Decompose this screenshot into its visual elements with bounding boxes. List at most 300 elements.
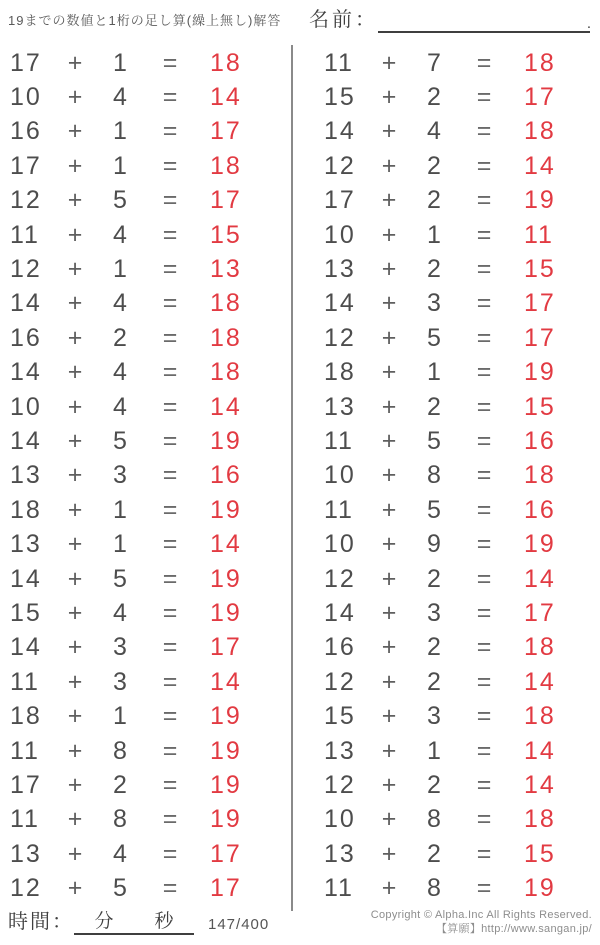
operand-b: 4: [113, 289, 129, 318]
answer-value: 17: [210, 117, 242, 146]
answer-value: 17: [210, 186, 242, 215]
equals-sign: =: [476, 323, 494, 352]
answer-value: 19: [210, 736, 242, 765]
minutes-label: 分: [94, 911, 114, 932]
answer-value: 15: [524, 392, 556, 421]
problem-row: [10, 768, 242, 802]
operand-b: 5: [427, 495, 443, 524]
operand-a: 15: [324, 83, 356, 112]
operand-b: 8: [113, 805, 129, 834]
operand-b: 8: [427, 874, 443, 903]
operand-a: 14: [10, 633, 42, 662]
problems-column-left: [10, 46, 242, 906]
equals-sign: =: [162, 151, 180, 180]
problem-row: [324, 734, 556, 768]
operand-a: 13: [324, 839, 356, 868]
answer-value: 19: [524, 874, 556, 903]
answer-value: 17: [524, 289, 556, 318]
operand-b: 4: [113, 358, 129, 387]
operand-b: 5: [427, 323, 443, 352]
answer-value: 13: [210, 255, 242, 284]
operand-b: 2: [427, 186, 443, 215]
column-divider: [291, 45, 293, 911]
answer-value: 19: [210, 564, 242, 593]
plus-sign: +: [381, 495, 399, 524]
equals-sign: =: [476, 633, 494, 662]
operand-a: 10: [324, 805, 356, 834]
operand-a: 18: [10, 495, 42, 524]
plus-sign: +: [381, 83, 399, 112]
plus-sign: +: [67, 667, 85, 696]
operand-a: 13: [324, 255, 356, 284]
time-input-line: [74, 908, 194, 935]
problem-row: [10, 115, 242, 149]
problem-row: [10, 699, 242, 733]
operand-a: 15: [10, 598, 42, 627]
plus-sign: +: [67, 289, 85, 318]
operand-a: 14: [324, 117, 356, 146]
operand-a: 11: [10, 667, 40, 696]
operand-b: 3: [113, 667, 129, 696]
operand-a: 17: [10, 151, 42, 180]
answer-value: 15: [524, 839, 556, 868]
plus-sign: +: [67, 426, 85, 455]
problem-row: [324, 46, 556, 80]
plus-sign: +: [67, 564, 85, 593]
operand-a: 10: [324, 530, 356, 559]
plus-sign: +: [67, 358, 85, 387]
operand-b: 4: [113, 220, 129, 249]
problem-row: [10, 871, 242, 905]
answer-value: 18: [524, 805, 556, 834]
operand-a: 12: [324, 151, 356, 180]
sheet-counter: 147/400: [208, 916, 270, 933]
equals-sign: =: [162, 874, 180, 903]
equals-sign: =: [162, 358, 180, 387]
plus-sign: +: [67, 633, 85, 662]
operand-b: 2: [427, 255, 443, 284]
equals-sign: =: [476, 186, 494, 215]
operand-b: 5: [113, 564, 129, 593]
equals-sign: =: [476, 426, 494, 455]
answer-value: 17: [210, 874, 242, 903]
operand-a: 13: [324, 392, 356, 421]
equals-sign: =: [476, 255, 494, 284]
time-field-block: [8, 908, 269, 935]
problem-row: [10, 46, 242, 80]
problem-row: [10, 390, 242, 424]
operand-a: 10: [10, 83, 42, 112]
operand-a: 10: [10, 392, 42, 421]
operand-b: 4: [427, 117, 443, 146]
operand-a: 12: [324, 323, 356, 352]
answer-value: 17: [524, 83, 556, 112]
equals-sign: =: [162, 186, 180, 215]
operand-b: 1: [113, 530, 129, 559]
plus-sign: +: [381, 667, 399, 696]
problem-row: [10, 459, 242, 493]
plus-sign: +: [67, 461, 85, 490]
equals-sign: =: [476, 48, 494, 77]
plus-sign: +: [381, 530, 399, 559]
problem-row: [10, 665, 242, 699]
equals-sign: =: [162, 117, 180, 146]
equals-sign: =: [162, 770, 180, 799]
operand-b: 9: [427, 530, 443, 559]
answer-value: 16: [524, 495, 556, 524]
answer-value: 18: [524, 702, 556, 731]
operand-a: 10: [324, 220, 356, 249]
answer-value: 18: [524, 48, 556, 77]
operand-a: 13: [10, 839, 42, 868]
operand-b: 1: [427, 358, 443, 387]
operand-b: 2: [427, 770, 443, 799]
plus-sign: +: [381, 461, 399, 490]
plus-sign: +: [381, 220, 399, 249]
plus-sign: +: [381, 770, 399, 799]
equals-sign: =: [476, 392, 494, 421]
operand-b: 1: [113, 151, 129, 180]
answer-value: 16: [210, 461, 242, 490]
equals-sign: =: [162, 736, 180, 765]
problem-row: [10, 356, 242, 390]
operand-b: 3: [113, 461, 129, 490]
operand-a: 14: [10, 564, 42, 593]
operand-a: 18: [324, 358, 356, 387]
equals-sign: =: [162, 564, 180, 593]
answer-value: 19: [524, 530, 556, 559]
operand-a: 13: [10, 530, 42, 559]
operand-b: 2: [427, 151, 443, 180]
operand-b: 4: [113, 83, 129, 112]
equals-sign: =: [476, 289, 494, 318]
equals-sign: =: [476, 358, 494, 387]
problem-row: [10, 596, 242, 630]
answer-value: 18: [210, 289, 242, 318]
operand-b: 3: [427, 702, 443, 731]
equals-sign: =: [476, 495, 494, 524]
problem-row: [324, 321, 556, 355]
plus-sign: +: [381, 839, 399, 868]
equals-sign: =: [162, 255, 180, 284]
operand-a: 17: [10, 48, 42, 77]
problem-row: [324, 699, 556, 733]
operand-b: 2: [113, 323, 129, 352]
operand-b: 2: [427, 564, 443, 593]
operand-a: 11: [10, 220, 40, 249]
operand-a: 14: [10, 426, 42, 455]
equals-sign: =: [162, 426, 180, 455]
operand-a: 14: [10, 289, 42, 318]
problem-row: [10, 321, 242, 355]
plus-sign: +: [381, 874, 399, 903]
equals-sign: =: [476, 839, 494, 868]
problem-row: [10, 527, 242, 561]
plus-sign: +: [67, 392, 85, 421]
plus-sign: +: [67, 83, 85, 112]
equals-sign: =: [476, 770, 494, 799]
equals-sign: =: [162, 805, 180, 834]
answer-value: 19: [210, 598, 242, 627]
equals-sign: =: [162, 323, 180, 352]
operand-a: 13: [10, 461, 42, 490]
equals-sign: =: [476, 702, 494, 731]
problem-row: [324, 424, 556, 458]
equals-sign: =: [476, 564, 494, 593]
operand-b: 2: [113, 770, 129, 799]
answer-value: 19: [210, 702, 242, 731]
problem-row: [10, 149, 242, 183]
equals-sign: =: [162, 530, 180, 559]
operand-a: 15: [324, 702, 356, 731]
answer-value: 18: [210, 358, 242, 387]
operand-b: 3: [113, 633, 129, 662]
answer-value: 14: [524, 770, 556, 799]
name-input-line: [378, 6, 590, 33]
plus-sign: +: [67, 323, 85, 352]
operand-a: 16: [10, 117, 42, 146]
plus-sign: +: [381, 736, 399, 765]
plus-sign: +: [381, 289, 399, 318]
plus-sign: +: [67, 220, 85, 249]
copyright: [371, 908, 592, 936]
problem-row: [324, 252, 556, 286]
problem-row: [324, 803, 556, 837]
problem-row: [324, 493, 556, 527]
operand-b: 3: [427, 289, 443, 318]
plus-sign: +: [67, 48, 85, 77]
name-label: 名前：: [309, 9, 378, 31]
operand-a: 12: [324, 564, 356, 593]
plus-sign: +: [67, 495, 85, 524]
plus-sign: +: [67, 839, 85, 868]
equals-sign: =: [162, 839, 180, 868]
plus-sign: +: [67, 255, 85, 284]
answer-value: 14: [210, 392, 242, 421]
problem-row: [324, 837, 556, 871]
operand-b: 1: [113, 702, 129, 731]
operand-a: 11: [324, 48, 354, 77]
equals-sign: =: [476, 151, 494, 180]
plus-sign: +: [67, 186, 85, 215]
operand-a: 12: [10, 186, 42, 215]
answer-value: 18: [524, 117, 556, 146]
answer-value: 17: [210, 633, 242, 662]
plus-sign: +: [67, 702, 85, 731]
operand-a: 11: [324, 874, 354, 903]
answer-value: 11: [524, 220, 554, 249]
answer-value: 18: [524, 461, 556, 490]
operand-a: 12: [324, 667, 356, 696]
answer-value: 18: [524, 633, 556, 662]
name-field-block: [309, 6, 590, 33]
seconds-label: 秒: [154, 911, 174, 932]
equals-sign: =: [162, 289, 180, 318]
operand-a: 14: [324, 598, 356, 627]
operand-b: 2: [427, 667, 443, 696]
answer-value: 17: [524, 598, 556, 627]
operand-b: 1: [113, 48, 129, 77]
plus-sign: +: [381, 392, 399, 421]
answer-value: 19: [210, 426, 242, 455]
plus-sign: +: [67, 151, 85, 180]
answer-value: 15: [210, 220, 242, 249]
operand-b: 4: [113, 392, 129, 421]
plus-sign: +: [381, 633, 399, 662]
operand-a: 17: [10, 770, 42, 799]
plus-sign: +: [67, 736, 85, 765]
operand-b: 1: [427, 220, 443, 249]
problem-row: [324, 562, 556, 596]
answer-value: 18: [210, 151, 242, 180]
copyright-line2: 【算願】http://www.sangan.jp/: [435, 923, 592, 935]
problem-row: [324, 631, 556, 665]
operand-b: 1: [113, 255, 129, 284]
answer-value: 18: [210, 323, 242, 352]
operand-b: 5: [427, 426, 443, 455]
answer-value: 14: [524, 736, 556, 765]
answer-value: 14: [524, 151, 556, 180]
problem-row: [10, 562, 242, 596]
problem-row: [324, 287, 556, 321]
operand-a: 11: [10, 805, 40, 834]
plus-sign: +: [381, 117, 399, 146]
operand-b: 2: [427, 839, 443, 868]
answer-value: 14: [210, 530, 242, 559]
operand-b: 4: [113, 839, 129, 868]
equals-sign: =: [162, 83, 180, 112]
operand-b: 2: [427, 633, 443, 662]
problem-row: [10, 493, 242, 527]
problem-row: [324, 390, 556, 424]
problem-row: [10, 734, 242, 768]
equals-sign: =: [476, 874, 494, 903]
equals-sign: =: [162, 461, 180, 490]
problem-row: [324, 665, 556, 699]
operand-a: 11: [324, 426, 354, 455]
plus-sign: +: [381, 323, 399, 352]
operand-b: 4: [113, 598, 129, 627]
operand-b: 3: [427, 598, 443, 627]
problem-row: [10, 287, 242, 321]
equals-sign: =: [476, 220, 494, 249]
operand-b: 5: [113, 874, 129, 903]
problem-row: [324, 596, 556, 630]
operand-b: 8: [427, 461, 443, 490]
plus-sign: +: [67, 770, 85, 799]
answer-value: 19: [210, 770, 242, 799]
operand-b: 1: [113, 117, 129, 146]
plus-sign: +: [381, 48, 399, 77]
operand-b: 8: [427, 805, 443, 834]
operand-a: 10: [324, 461, 356, 490]
operand-a: 13: [324, 736, 356, 765]
equals-sign: =: [476, 667, 494, 696]
problem-row: [10, 631, 242, 665]
operand-a: 17: [324, 186, 356, 215]
copyright-line1: Copyright © Alpha.Inc All Rights Reserved.: [370, 909, 592, 921]
equals-sign: =: [162, 48, 180, 77]
answer-value: 19: [524, 186, 556, 215]
answer-value: 14: [210, 667, 242, 696]
operand-a: 14: [324, 289, 356, 318]
problem-row: [10, 218, 242, 252]
answer-value: 14: [524, 667, 556, 696]
plus-sign: +: [381, 186, 399, 215]
operand-a: 14: [10, 358, 42, 387]
problem-row: [324, 459, 556, 493]
equals-sign: =: [162, 598, 180, 627]
operand-b: 8: [113, 736, 129, 765]
equals-sign: =: [162, 633, 180, 662]
plus-sign: +: [381, 598, 399, 627]
problem-row: [324, 871, 556, 905]
operand-a: 12: [10, 874, 42, 903]
plus-sign: +: [381, 702, 399, 731]
answer-value: 16: [524, 426, 556, 455]
answer-value: 17: [524, 323, 556, 352]
problem-row: [324, 527, 556, 561]
problem-row: [324, 115, 556, 149]
equals-sign: =: [476, 461, 494, 490]
problem-row: [10, 837, 242, 871]
operand-a: 16: [324, 633, 356, 662]
problem-row: [324, 768, 556, 802]
problem-row: [10, 424, 242, 458]
equals-sign: =: [476, 83, 494, 112]
equals-sign: =: [162, 667, 180, 696]
problem-row: [10, 803, 242, 837]
equals-sign: =: [162, 392, 180, 421]
plus-sign: +: [67, 874, 85, 903]
answer-value: 17: [210, 839, 242, 868]
answer-value: 14: [210, 83, 242, 112]
operand-b: 7: [427, 48, 443, 77]
operand-a: 11: [324, 495, 354, 524]
equals-sign: =: [476, 598, 494, 627]
problem-row: [10, 80, 242, 114]
plus-sign: +: [67, 117, 85, 146]
operand-b: 2: [427, 392, 443, 421]
problem-row: [10, 184, 242, 218]
operand-b: 2: [427, 83, 443, 112]
equals-sign: =: [162, 495, 180, 524]
problem-row: [324, 356, 556, 390]
problem-row: [324, 80, 556, 114]
plus-sign: +: [381, 426, 399, 455]
plus-sign: +: [381, 805, 399, 834]
answer-value: 18: [210, 48, 242, 77]
equals-sign: =: [476, 805, 494, 834]
operand-a: 11: [10, 736, 40, 765]
equals-sign: =: [476, 117, 494, 146]
answer-value: 19: [210, 495, 242, 524]
problem-row: [10, 252, 242, 286]
operand-a: 12: [10, 255, 42, 284]
operand-b: 5: [113, 186, 129, 215]
operand-a: 18: [10, 702, 42, 731]
equals-sign: =: [476, 736, 494, 765]
answer-value: 19: [210, 805, 242, 834]
plus-sign: +: [381, 564, 399, 593]
problems-column-right: [324, 46, 556, 906]
plus-sign: +: [67, 805, 85, 834]
answer-value: 14: [524, 564, 556, 593]
equals-sign: =: [162, 702, 180, 731]
problem-row: [324, 184, 556, 218]
problem-row: [324, 218, 556, 252]
answer-value: 15: [524, 255, 556, 284]
